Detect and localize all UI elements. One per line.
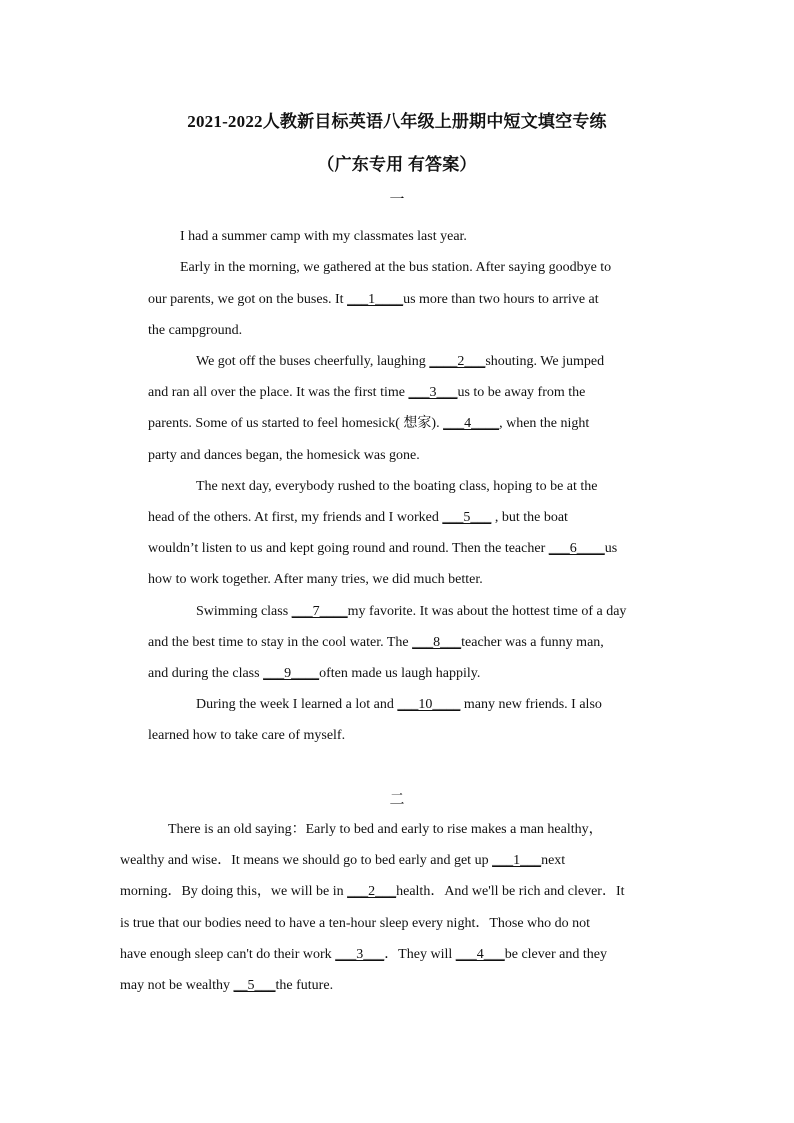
- answer-blank: ___3___: [335, 947, 385, 962]
- answer-blank: ___8___: [412, 635, 462, 650]
- answer-blank: ___4___: [455, 947, 505, 962]
- passage-1-line: our parents, we got on the buses. It ___1____us more than two hours to arrive at: [148, 292, 599, 307]
- answer-blank: ___3___: [408, 385, 458, 400]
- passage-1-line: learned how to take care of myself.: [148, 728, 346, 743]
- passage-1-line: The next day, everybody rushed to the boating class, hoping to be at the: [196, 479, 598, 494]
- answer-blank: ___1____: [347, 292, 404, 307]
- section-1-number: 一: [389, 192, 405, 208]
- section-2-number: 二: [389, 792, 405, 808]
- passage-1-line: We got off the buses cheerfully, laughing ____2___shouting. We jumped: [196, 354, 605, 369]
- passage-2-line: There is an old saying：Early to bed and early to rise makes a man healthy，: [168, 822, 603, 837]
- passage-1-line: how to work together. After many tries, we did much better.: [148, 572, 483, 587]
- answer-blank: ___5___: [442, 510, 492, 525]
- passage-2-line: may not be wealthy __5___the future.: [120, 978, 334, 993]
- answer-blank: __5___: [233, 978, 276, 993]
- passage-2-line: wealthy and wise．It means we should go to bed early and get up ___1___next: [120, 853, 566, 868]
- passage-1-line: and ran all over the place. It was the first time ___3___us to be away from the: [148, 385, 586, 400]
- answer-blank: ___10____: [397, 697, 461, 712]
- passage-1-line: party and dances began, the homesick was gone.: [148, 448, 420, 463]
- answer-blank: ___4____: [443, 416, 500, 431]
- page-title: 2021-2022人教新目标英语八年级上册期中短文填空专练: [187, 112, 607, 131]
- passage-1-line: Early in the morning, we gathered at the bus station. After saying goodbye to: [180, 260, 612, 275]
- answer-blank: ____2___: [429, 354, 486, 369]
- passage-1-line: During the week I learned a lot and ___10____ many new friends. I also: [196, 697, 602, 712]
- page-subtitle: （广东专用 有答案）: [317, 155, 477, 174]
- answer-blank: ___1___: [492, 853, 542, 868]
- passage-1-line: wouldn’t listen to us and kept going round and round. Then the teacher ___6____us: [148, 541, 618, 556]
- answer-blank: ___7____: [291, 604, 348, 619]
- passage-1-line: parents. Some of us started to feel homesick( 想家). ___4____, when the night: [148, 416, 590, 431]
- answer-blank: ___2___: [347, 884, 397, 899]
- answer-blank: ___9____: [263, 666, 320, 681]
- passage-1-line: Swimming class ___7____my favorite. It was about the hottest time of a day: [196, 604, 627, 619]
- passage-2-line: is true that our bodies need to have a ten-hour sleep every night．Those who do not: [120, 916, 591, 931]
- passage-1-line: head of the others. At first, my friends and I worked ___5___ , but the boat: [148, 510, 568, 525]
- passage-1-line: and the best time to stay in the cool water. The ___8___teacher was a funny man,: [148, 635, 604, 650]
- passage-2-line: morning．By doing this，we will be in ___2___health．And we'll be rich and clever．It: [120, 884, 625, 899]
- passage-2-line: have enough sleep can't do their work ___3___．They will ___4___be clever and they: [120, 947, 607, 962]
- answer-blank: ___6____: [548, 541, 605, 556]
- passage-1-line: the campground.: [148, 323, 243, 338]
- passage-1-line: I had a summer camp with my classmates last year.: [180, 229, 467, 244]
- passage-1-line: and during the class ___9____often made us laugh happily.: [148, 666, 481, 681]
